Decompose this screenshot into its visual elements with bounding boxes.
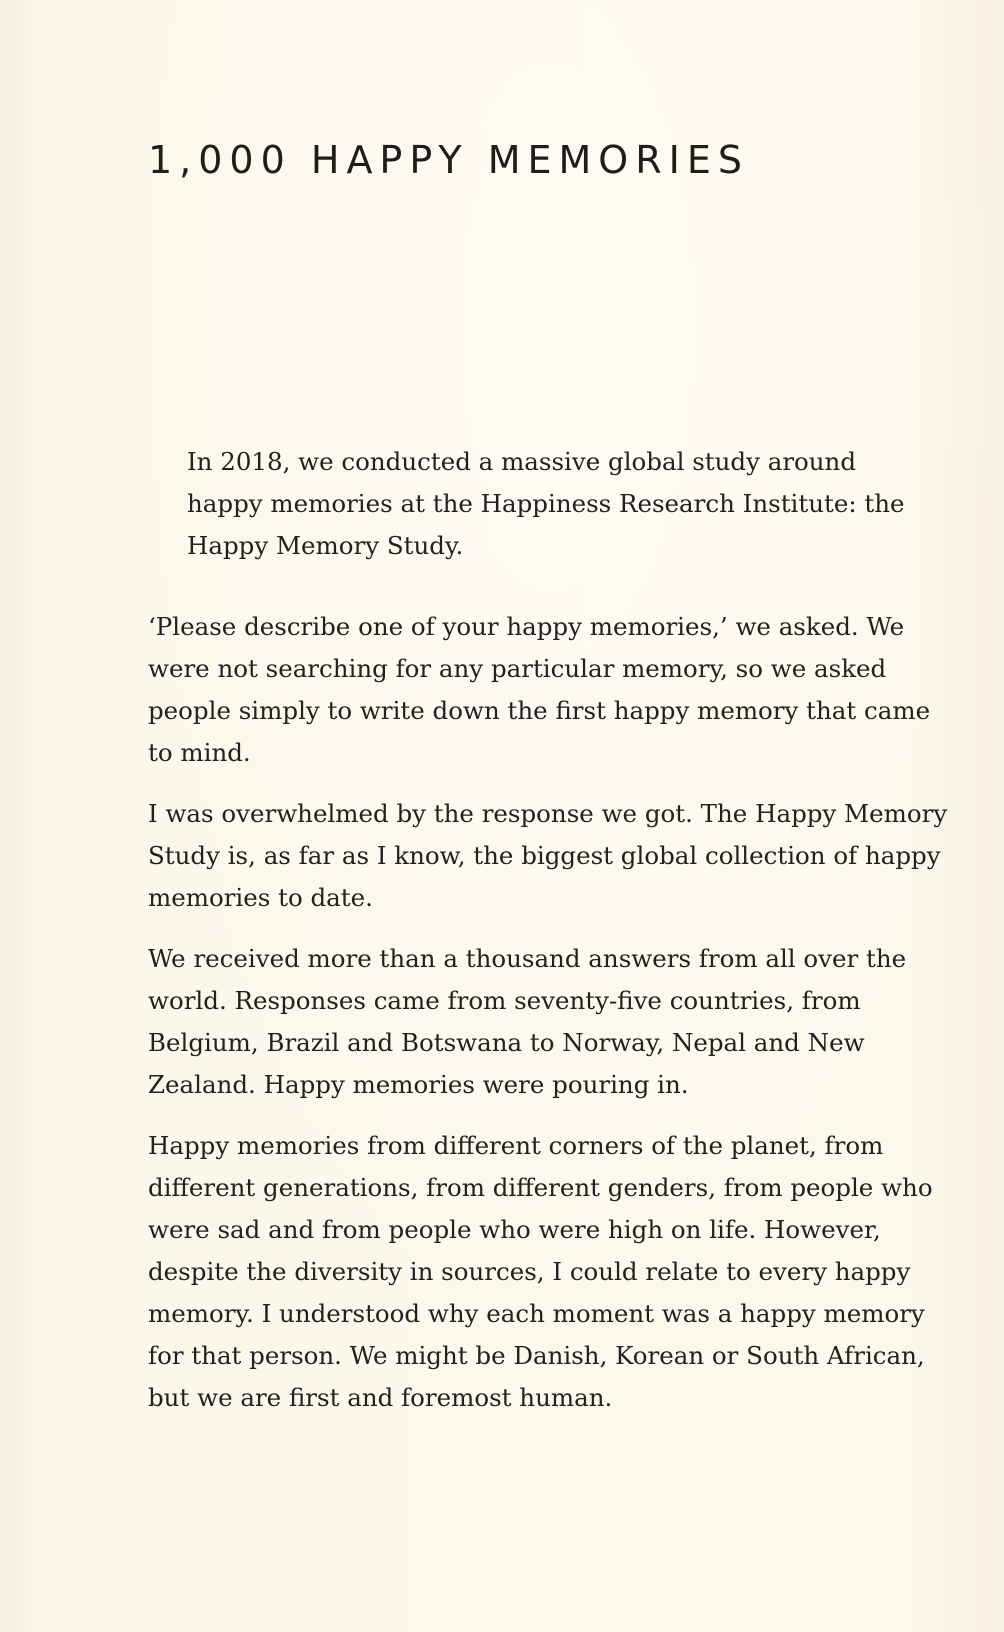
chapter-title: 1,000 HAPPY MEMORIES	[148, 138, 749, 182]
paragraph: ‘Please describe one of your happy memories,’ we asked. We were not searching for any particular memory, so we asked people simply to write down the first happy memory that came to mind.	[148, 612, 931, 767]
paragraph: Happy memories from different corners of the planet, from different generations, from different genders, from people who were sad and from people who were high on life. However, despite the diversity in sources, I could relate to every happy memory. I understood why each moment was a happy memory for that person. We might be Danish, Korean or South African, but we are first and foremost human.	[148, 1131, 933, 1412]
paragraph: I was overwhelmed by the response we got. The Happy Memory Study is, as far as I know, the biggest global collection of happy memories to date.	[148, 799, 948, 912]
paragraph: We received more than a thousand answers from all over the world. Responses came from seventy-five countries, from Belgium, Brazil and Botswana to Norway, Nepal and New Zealand. Happy memories were pouring in.	[148, 944, 907, 1099]
body-text	[148, 606, 948, 1438]
intro-paragraph: In 2018, we conducted a massive global study around happy memories at the Happiness Research Institute: the Happy Memory Study.	[187, 447, 905, 560]
